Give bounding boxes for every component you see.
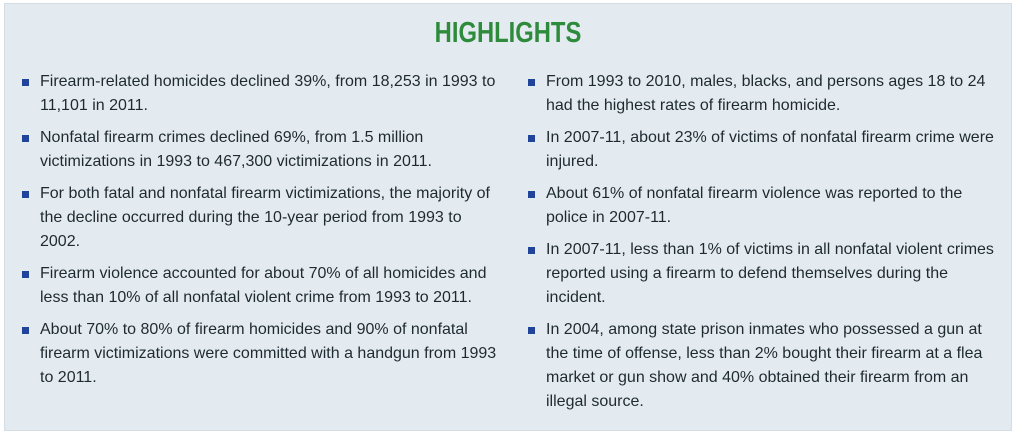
highlight-item <box>22 70 498 118</box>
square-bullet-icon <box>528 327 535 334</box>
square-bullet-icon <box>528 135 535 142</box>
highlight-item <box>528 182 1008 230</box>
square-bullet-icon <box>528 191 535 198</box>
highlight-text: In 2004, among state prison inmates who possessed a gun at the time of offense, less than 2% bought their firearm at a flea market or gun show and 40% obtained their firearm from an illegal source. <box>546 321 983 410</box>
highlight-item <box>528 126 1008 174</box>
highlight-item <box>528 70 1008 118</box>
highlight-item <box>528 318 1008 414</box>
highlight-text: Firearm violence accounted for about 70% of all homicides and less than 10% of all nonfatal violent crime from 1993 to 2011. <box>40 265 487 306</box>
square-bullet-icon <box>22 327 29 334</box>
highlight-text: About 70% to 80% of firearm homicides and 90% of nonfatal firearm victimizations were committed with a handgun from 1993 to 2011. <box>40 321 497 386</box>
square-bullet-icon <box>528 79 535 86</box>
highlight-text: From 1993 to 2010, males, blacks, and persons ages 18 to 24 had the highest rates of firearm homicide. <box>546 73 986 114</box>
highlights-title: HIGHLIGHTS <box>434 17 582 49</box>
highlight-text: In 2007-11, less than 1% of victims in all nonfatal violent crimes reported using a firearm to defend themselves during the incident. <box>546 241 994 306</box>
highlight-text: About 61% of nonfatal firearm violence was reported to the police in 2007-11. <box>546 185 963 226</box>
square-bullet-icon <box>22 79 29 86</box>
highlight-text: For both fatal and nonfatal firearm victimizations, the majority of the decline occurred during the 10-year period from 1993 to 2002. <box>40 185 490 250</box>
square-bullet-icon <box>528 247 535 254</box>
right-column <box>528 70 1008 422</box>
highlight-text: Firearm-related homicides declined 39%, from 18,253 in 1993 to 11,101 in 2011. <box>40 73 496 114</box>
highlight-item <box>22 318 498 390</box>
square-bullet-icon <box>22 191 29 198</box>
left-column <box>22 70 498 398</box>
highlight-item <box>528 238 1008 310</box>
square-bullet-icon <box>22 271 29 278</box>
highlight-item <box>22 182 498 254</box>
highlight-text: Nonfatal firearm crimes declined 69%, from 1.5 million victimizations in 1993 to 467,300 victimizations in 2011. <box>40 129 432 170</box>
square-bullet-icon <box>22 135 29 142</box>
highlight-item <box>22 262 498 310</box>
highlight-text: In 2007-11, about 23% of victims of nonfatal firearm crime were injured. <box>546 129 994 170</box>
highlight-item <box>22 126 498 174</box>
highlights-panel <box>4 3 1012 431</box>
